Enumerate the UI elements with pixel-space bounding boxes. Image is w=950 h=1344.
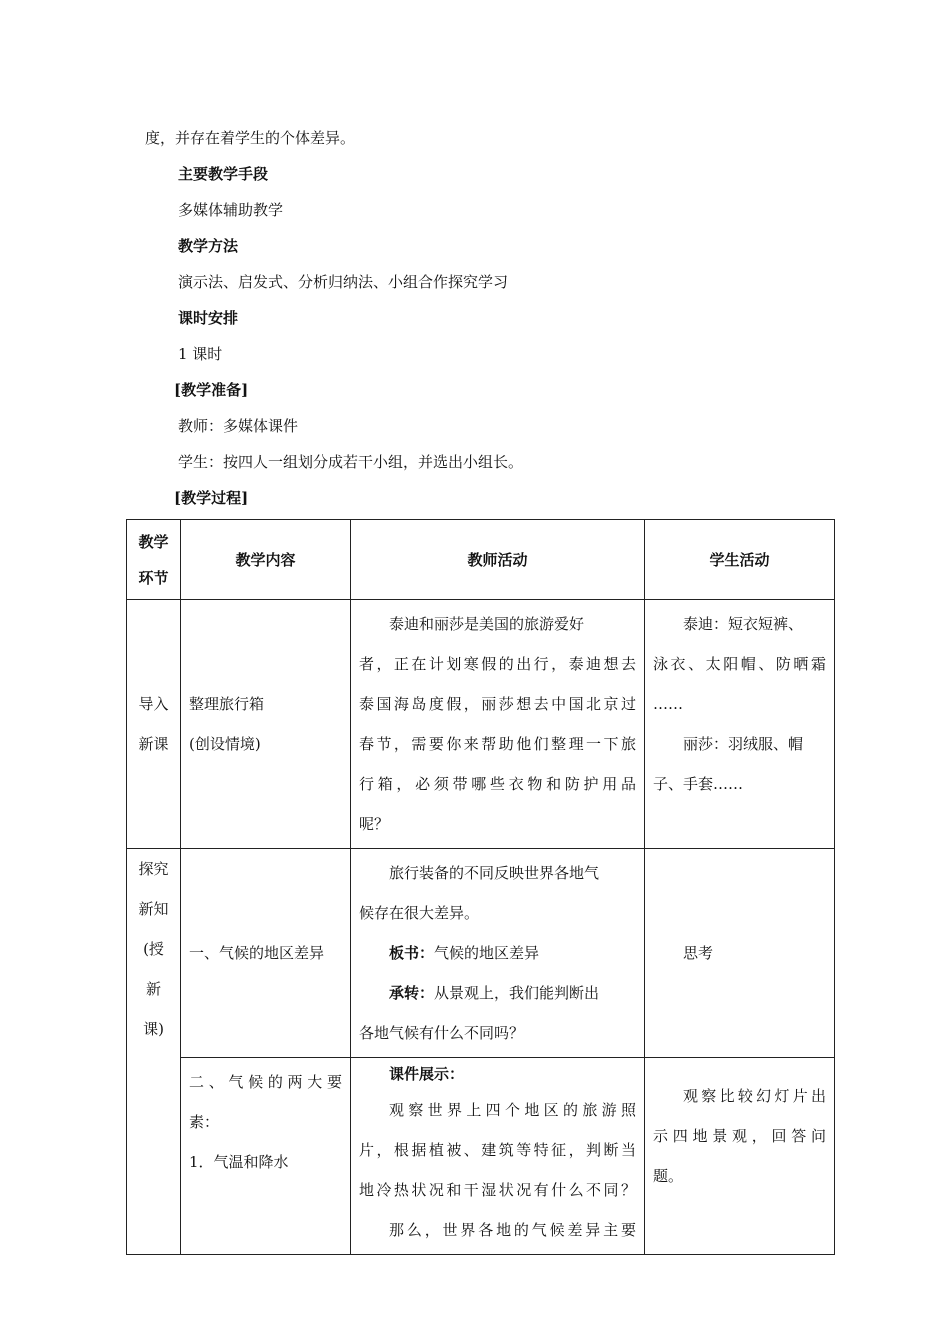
header-teacher: 教师活动 <box>351 520 645 600</box>
row3-content <box>181 1058 351 1255</box>
transition-text: 从景观上，我们能判断出 <box>434 984 600 1002</box>
table-row <box>127 1058 835 1255</box>
row1-student-line: 泰迪：短衣短裤、 <box>683 615 804 633</box>
process-heading: [教学过程] <box>174 489 249 507</box>
row2-teacher-line: 各地气候有什么不同吗？ <box>359 1024 525 1042</box>
row3-content-line: 1．气温和降水 <box>189 1153 289 1171</box>
row2-stage-line: 课) <box>143 1020 164 1038</box>
row3-teacher-line: 地冷热状况和干湿状况有什么不同？ <box>359 1181 636 1199</box>
row2-stage-line: (授 <box>143 940 164 958</box>
header-stage-line1: 教学 <box>138 532 169 551</box>
board-text: 气候的地区差异 <box>434 944 540 962</box>
show-label: 课件展示： <box>389 1065 465 1083</box>
row1-teacher-line: 者，正在计划寒假的出行，泰迪想去 <box>359 655 636 673</box>
row3-teacher-line: 片，根据植被、建筑等特征，判断当 <box>359 1141 636 1159</box>
row3-teacher-line: 观察世界上四个地区的旅游照 <box>389 1101 636 1119</box>
row2-teacher <box>351 849 645 1058</box>
row2-teacher-line: 候存在很大差异。 <box>359 904 480 922</box>
row2-stage-line: 新知 <box>138 900 169 918</box>
table-header-row <box>127 520 835 600</box>
row2-stage <box>127 849 181 1255</box>
intro-line: 度，并存在着学生的个体差异。 <box>145 129 356 147</box>
row1-student-line: 丽莎：羽绒服、帽 <box>683 735 804 753</box>
row1-content-line: (创设情境) <box>189 735 261 753</box>
row2-student-line: 思考 <box>683 944 714 962</box>
row1-teacher-line: 呢？ <box>359 815 390 833</box>
lesson-process-table <box>126 519 835 1255</box>
row2-stage-line: 探究 <box>138 860 169 878</box>
row2-student <box>645 849 835 1058</box>
row1-stage-line: 新课 <box>138 735 169 753</box>
row3-student <box>645 1058 835 1255</box>
preparation-teacher: 教师：多媒体课件 <box>178 417 299 435</box>
row3-student-line: 题。 <box>653 1167 684 1185</box>
schedule-heading: 课时安排 <box>178 309 239 327</box>
row1-student-line: 泳衣、太阳帽、防晒霜 <box>653 655 826 673</box>
row3-content-line: 素： <box>189 1113 220 1131</box>
row2-stage-line: 新 <box>145 980 161 998</box>
means-text: 多媒体辅助教学 <box>178 201 284 219</box>
preparation-student: 学生：按四人一组划分成若干小组，并选出小组长。 <box>178 453 524 471</box>
row3-student-line: 示四地景观，回答问 <box>653 1127 826 1145</box>
row1-student-line: …… <box>653 695 683 713</box>
row1-teacher <box>351 600 645 849</box>
row1-stage <box>127 600 181 849</box>
header-student: 学生活动 <box>645 520 835 600</box>
methods-heading: 教学方法 <box>178 237 239 255</box>
row1-student <box>645 600 835 849</box>
row1-content <box>181 600 351 849</box>
board-label: 板书： <box>389 944 435 962</box>
header-stage-line2: 环节 <box>138 568 169 587</box>
row1-teacher-line: 泰国海岛度假，丽莎想去中国北京过 <box>359 695 636 713</box>
row3-teacher <box>351 1058 645 1255</box>
row2-teacher-line: 旅行装备的不同反映世界各地气 <box>389 864 600 882</box>
row3-teacher-line: 那么，世界各地的气候差异主要 <box>389 1221 636 1239</box>
row1-student-line: 子、手套…… <box>653 775 744 793</box>
row2-content <box>181 849 351 1058</box>
methods-text: 演示法、启发式、分析归纳法、小组合作探究学习 <box>178 273 509 291</box>
schedule-text: 1 课时 <box>178 345 223 363</box>
row2-content-line: 一、气候的地区差异 <box>189 944 325 962</box>
row2-board-line <box>359 933 636 973</box>
row1-stage-line: 导入 <box>138 695 169 713</box>
header-content: 教学内容 <box>181 520 351 600</box>
header-stage <box>127 520 181 600</box>
means-heading: 主要教学手段 <box>178 165 269 183</box>
row1-teacher-line: 春节，需要你来帮助他们整理一下旅 <box>359 735 636 753</box>
row1-teacher-line: 行箱，必须带哪些衣物和防护用品 <box>359 775 636 793</box>
table-row <box>127 849 835 1058</box>
preparation-heading: [教学准备] <box>174 381 249 399</box>
table-row <box>127 600 835 849</box>
row2-transition-line <box>359 973 636 1013</box>
transition-label: 承转： <box>389 984 435 1002</box>
row1-teacher-line: 泰迪和丽莎是美国的旅游爱好 <box>389 615 585 633</box>
row3-content-line: 二、气候的两大要 <box>189 1073 342 1091</box>
row3-student-line: 观察比较幻灯片出 <box>683 1087 826 1105</box>
row1-content-line: 整理旅行箱 <box>189 695 265 713</box>
